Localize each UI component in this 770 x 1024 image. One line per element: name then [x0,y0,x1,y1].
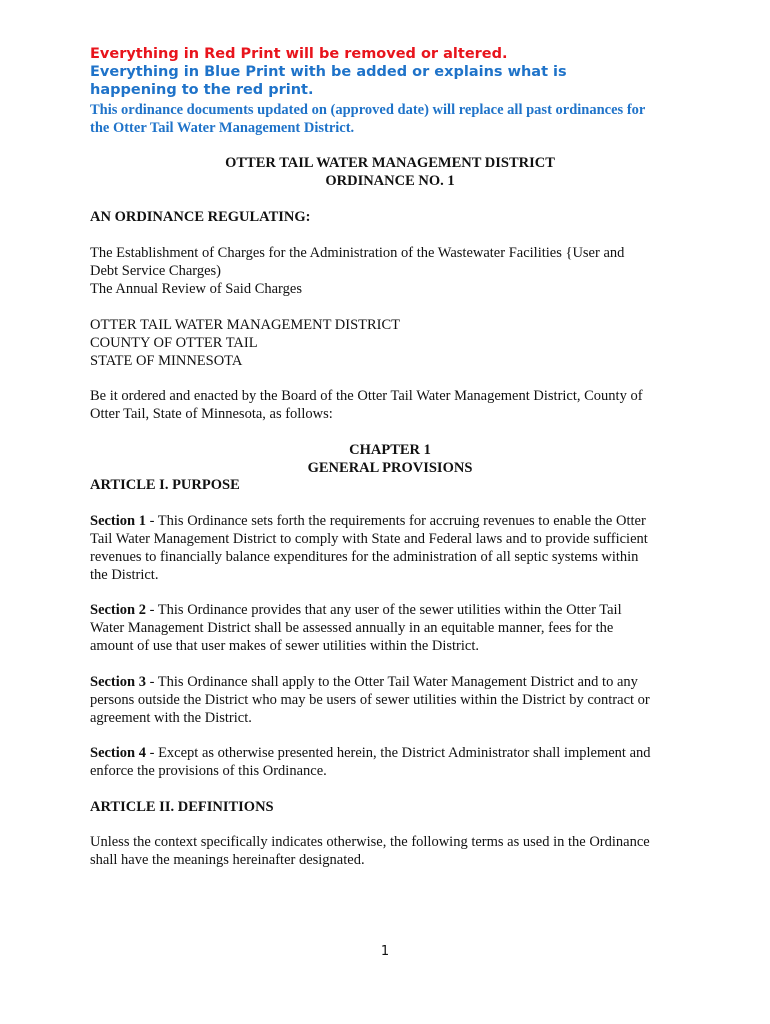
section-text: Water Management District shall be assessed annually in an equitable manner, fees for the [90,620,614,636]
chapter-heading [90,441,690,477]
regulating-subjects [90,244,690,298]
section-label: Section 3 [90,674,146,690]
chapter-title: GENERAL PROVISIONS [307,460,473,476]
definitions-line: shall have the meanings hereinafter designated. [90,852,365,868]
jurisdiction-line: COUNTY OF OTTER TAIL [90,335,258,351]
section-text: revenues to financially balance expenditures for the administration of all septic systems within [90,549,639,565]
article-1-heading [90,476,690,494]
definitions-line: Unless the context specifically indicates otherwise, the following terms as used in the Ordinance [90,834,650,850]
section-2 [90,601,690,655]
section-text: - Except as otherwise presented herein, the District Administrator shall implement and [145,745,651,761]
section-text: Tail Water Management District to comply with State and Federal laws and to provide sufficient [90,531,648,547]
definitions-intro [90,833,690,869]
section-3 [90,673,690,727]
replacement-note-line1: This ordinance documents updated on (approved date) will replace all past ordinances for [90,102,646,118]
section-1 [90,512,690,584]
section-label: Section 1 [90,513,146,529]
document-heading [90,154,690,190]
blue-print-note-line1: Everything in Blue Print with be added or explains what is [90,64,567,80]
section-label: Section 4 [90,745,146,761]
document-title: OTTER TAIL WATER MANAGEMENT DISTRICT [225,155,555,171]
section-text: enforce the provisions of this Ordinance. [90,763,327,779]
section-text: - This Ordinance shall apply to the Otter Tail Water Management District and to any [145,674,638,690]
replacement-note-line2: the Otter Tail Water Management District. [90,120,355,136]
section-label: Section 2 [90,602,146,618]
revision-notes [90,45,690,99]
jurisdiction [90,316,690,370]
chapter-number: CHAPTER 1 [349,442,431,458]
section-4 [90,744,690,780]
regulating-label: AN ORDINANCE REGULATING: [90,209,311,225]
article-2-heading [90,798,690,816]
section-text: amount of use that user makes of sewer utilities within the District. [90,638,480,654]
ordinance-number: ORDINANCE NO. 1 [325,173,455,189]
page-number: 1 [380,944,390,959]
article-1-title: ARTICLE I. PURPOSE [90,477,240,493]
section-text: agreement with the District. [90,710,252,726]
section-text: the District. [90,567,159,583]
section-text: - This Ordinance provides that any user of the sewer utilities within the Otter Tail [145,602,622,618]
enactment-clause [90,387,690,423]
red-print-note: Everything in Red Print will be removed or altered. [90,46,508,62]
jurisdiction-line: STATE OF MINNESOTA [90,353,243,369]
jurisdiction-line: OTTER TAIL WATER MANAGEMENT DISTRICT [90,317,401,333]
regulating-line: Debt Service Charges) [90,263,221,279]
section-text: persons outside the District who may be users of sewer utilities within the District by contract or [90,692,650,708]
article-2-title: ARTICLE II. DEFINITIONS [90,799,274,815]
enactment-line: Be it ordered and enacted by the Board of the Otter Tail Water Management District, County of [90,388,643,404]
blue-print-note-line2: happening to the red print. [90,82,314,98]
regulating-line: The Annual Review of Said Charges [90,281,302,297]
regulating-line: The Establishment of Charges for the Administration of the Wastewater Facilities {User and [90,245,625,261]
regulating-heading [90,208,690,226]
section-text: - This Ordinance sets forth the requirements for accruing revenues to enable the Otter [145,513,646,529]
replacement-note [90,101,690,137]
enactment-line: Otter Tail, State of Minnesota, as follows: [90,406,333,422]
